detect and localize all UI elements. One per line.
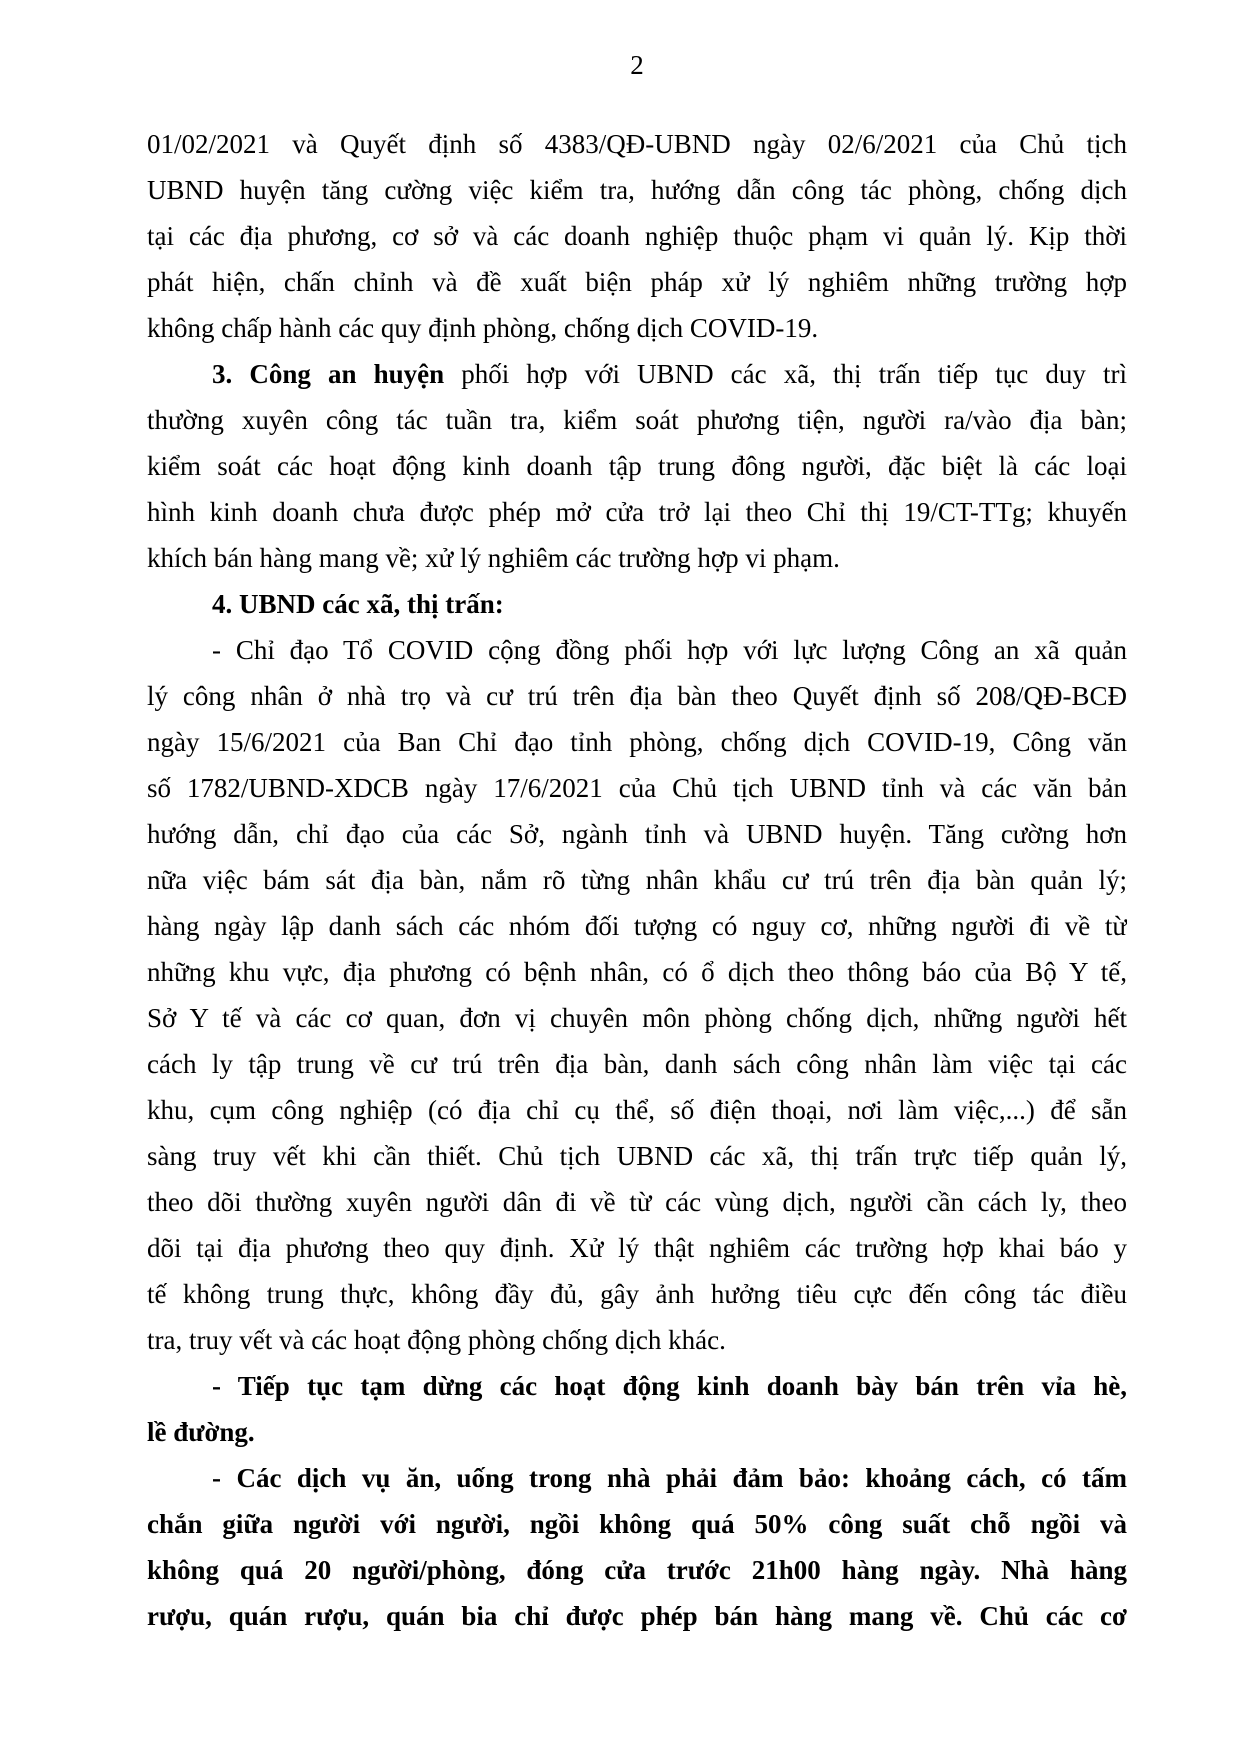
text-run: thường xuyên công tác tuần tra, kiểm soát phương tiện, người ra/vào địa bàn; bbox=[147, 405, 1127, 435]
text-line bbox=[147, 1041, 1127, 1087]
text-line bbox=[147, 1409, 1127, 1455]
text-line bbox=[147, 1225, 1127, 1271]
text-run: tế không trung thực, không đầy đủ, gây ảnh hưởng tiêu cực đến công tác điều bbox=[147, 1279, 1127, 1309]
document-body bbox=[147, 121, 1127, 1639]
text-run: tra, truy vết và các hoạt động phòng chống dịch khác. bbox=[147, 1325, 726, 1355]
text-line bbox=[147, 949, 1127, 995]
text-line bbox=[147, 1547, 1127, 1593]
bold-text-run: - Tiếp tục tạm dừng các hoạt động kinh doanh bày bán trên vỉa hè, bbox=[212, 1371, 1127, 1401]
text-line bbox=[147, 1593, 1127, 1639]
text-line bbox=[147, 581, 1127, 627]
text-line bbox=[147, 627, 1127, 673]
text-run: Sở Y tế và các cơ quan, đơn vị chuyên môn phòng chống dịch, những người hết bbox=[147, 1003, 1127, 1033]
text-line bbox=[147, 995, 1127, 1041]
text-run: số 1782/UBND-XDCB ngày 17/6/2021 của Chủ tịch UBND tỉnh và các văn bản bbox=[147, 773, 1127, 803]
text-line bbox=[147, 259, 1127, 305]
text-line bbox=[147, 535, 1127, 581]
text-run: 01/02/2021 và Quyết định số 4383/QĐ-UBND ngày 02/6/2021 của Chủ tịch bbox=[147, 129, 1127, 159]
text-run: hướng dẫn, chỉ đạo của các Sở, ngành tỉnh và UBND huyện. Tăng cường hơn bbox=[147, 819, 1127, 849]
text-run: phối hợp với UBND các xã, thị trấn tiếp tục duy trì bbox=[444, 359, 1127, 389]
text-line bbox=[147, 765, 1127, 811]
text-run: khích bán hàng mang về; xử lý nghiêm các trường hợp vi phạm. bbox=[147, 543, 840, 573]
text-line bbox=[147, 1087, 1127, 1133]
text-line bbox=[147, 1501, 1127, 1547]
bold-text-run: lề đường. bbox=[147, 1417, 255, 1447]
text-line bbox=[147, 673, 1127, 719]
text-column bbox=[147, 0, 1127, 1639]
text-run: ngày 15/6/2021 của Ban Chỉ đạo tỉnh phòng, chống dịch COVID-19, Công văn bbox=[147, 727, 1127, 757]
text-run: nữa việc bám sát địa bàn, nắm rõ từng nhân khẩu cư trú trên địa bàn quản lý; bbox=[147, 865, 1127, 895]
bold-text-run: không quá 20 người/phòng, đóng cửa trước 21h00 hàng ngày. Nhà hàng bbox=[147, 1555, 1127, 1585]
text-run: cách ly tập trung về cư trú trên địa bàn, danh sách công nhân làm việc tại các bbox=[147, 1049, 1127, 1079]
text-run: những khu vực, địa phương có bệnh nhân, có ổ dịch theo thông báo của Bộ Y tế, bbox=[147, 957, 1127, 987]
text-line bbox=[147, 1133, 1127, 1179]
text-run: theo dõi thường xuyên người dân đi về từ các vùng dịch, người cần cách ly, theo bbox=[147, 1187, 1127, 1217]
text-line bbox=[147, 1317, 1127, 1363]
bold-text-run: - Các dịch vụ ăn, uống trong nhà phải đảm bảo: khoảng cách, có tấm bbox=[212, 1463, 1127, 1493]
text-line bbox=[147, 857, 1127, 903]
text-run: UBND huyện tăng cường việc kiểm tra, hướng dẫn công tác phòng, chống dịch bbox=[147, 175, 1127, 205]
text-line bbox=[147, 121, 1127, 167]
text-run: lý công nhân ở nhà trọ và cư trú trên địa bàn theo Quyết định số 208/QĐ-BCĐ bbox=[147, 681, 1127, 711]
text-line bbox=[147, 719, 1127, 765]
text-line bbox=[147, 1363, 1127, 1409]
text-run: phát hiện, chấn chỉnh và đề xuất biện pháp xử lý nghiêm những trường hợp bbox=[147, 267, 1127, 297]
text-line bbox=[147, 1455, 1127, 1501]
text-line bbox=[147, 213, 1127, 259]
text-run: - Chỉ đạo Tổ COVID cộng đồng phối hợp với lực lượng Công an xã quản bbox=[212, 635, 1127, 665]
text-line bbox=[147, 1179, 1127, 1225]
text-line bbox=[147, 1271, 1127, 1317]
text-line bbox=[147, 903, 1127, 949]
heading-4-ubnd-cac-xa bbox=[147, 581, 1127, 627]
text-line bbox=[147, 167, 1127, 213]
bold-text-run: rượu, quán rượu, quán bia chỉ được phép bán hàng mang về. Chủ các cơ bbox=[147, 1601, 1127, 1631]
text-line bbox=[147, 811, 1127, 857]
bold-text-run: 3. Công an huyện bbox=[212, 359, 445, 389]
page-number: 2 bbox=[630, 50, 644, 80]
text-run: khu, cụm công nghiệp (có địa chỉ cụ thể, số điện thoại, nơi làm việc,...) để sẵn bbox=[147, 1095, 1127, 1125]
para-2-cong-an-huyen bbox=[147, 351, 1127, 581]
text-line bbox=[147, 443, 1127, 489]
para-1-continuation bbox=[147, 121, 1127, 351]
text-run: tại các địa phương, cơ sở và các doanh nghiệp thuộc phạm vi quản lý. Kịp thời bbox=[147, 221, 1127, 251]
text-run: hình kinh doanh chưa được phép mở cửa trở lại theo Chỉ thị 19/CT-TTg; khuyến bbox=[147, 497, 1127, 527]
text-run: kiểm soát các hoạt động kinh doanh tập trung đông người, đặc biệt là các loại bbox=[147, 451, 1127, 481]
text-line bbox=[147, 397, 1127, 443]
para-6-dich-vu-an-uong bbox=[147, 1455, 1127, 1639]
text-line bbox=[147, 489, 1127, 535]
para-4-chi-dao-to-covid bbox=[147, 627, 1127, 1363]
text-run: không chấp hành các quy định phòng, chống dịch COVID-19. bbox=[147, 313, 819, 343]
para-5-tam-dung-kinh-doanh bbox=[147, 1363, 1127, 1455]
text-line bbox=[147, 351, 1127, 397]
text-line bbox=[147, 305, 1127, 351]
bold-text-run: chắn giữa người với người, ngồi không quá 50% công suất chỗ ngồi và bbox=[147, 1509, 1127, 1539]
text-run: hàng ngày lập danh sách các nhóm đối tượng có nguy cơ, những người đi về từ bbox=[147, 911, 1127, 941]
text-run: sàng truy vết khi cần thiết. Chủ tịch UBND các xã, thị trấn trực tiếp quản lý, bbox=[147, 1141, 1127, 1171]
bold-text-run: 4. UBND các xã, thị trấn: bbox=[212, 589, 504, 619]
text-run: dõi tại địa phương theo quy định. Xử lý thật nghiêm các trường hợp khai báo y bbox=[147, 1233, 1127, 1263]
